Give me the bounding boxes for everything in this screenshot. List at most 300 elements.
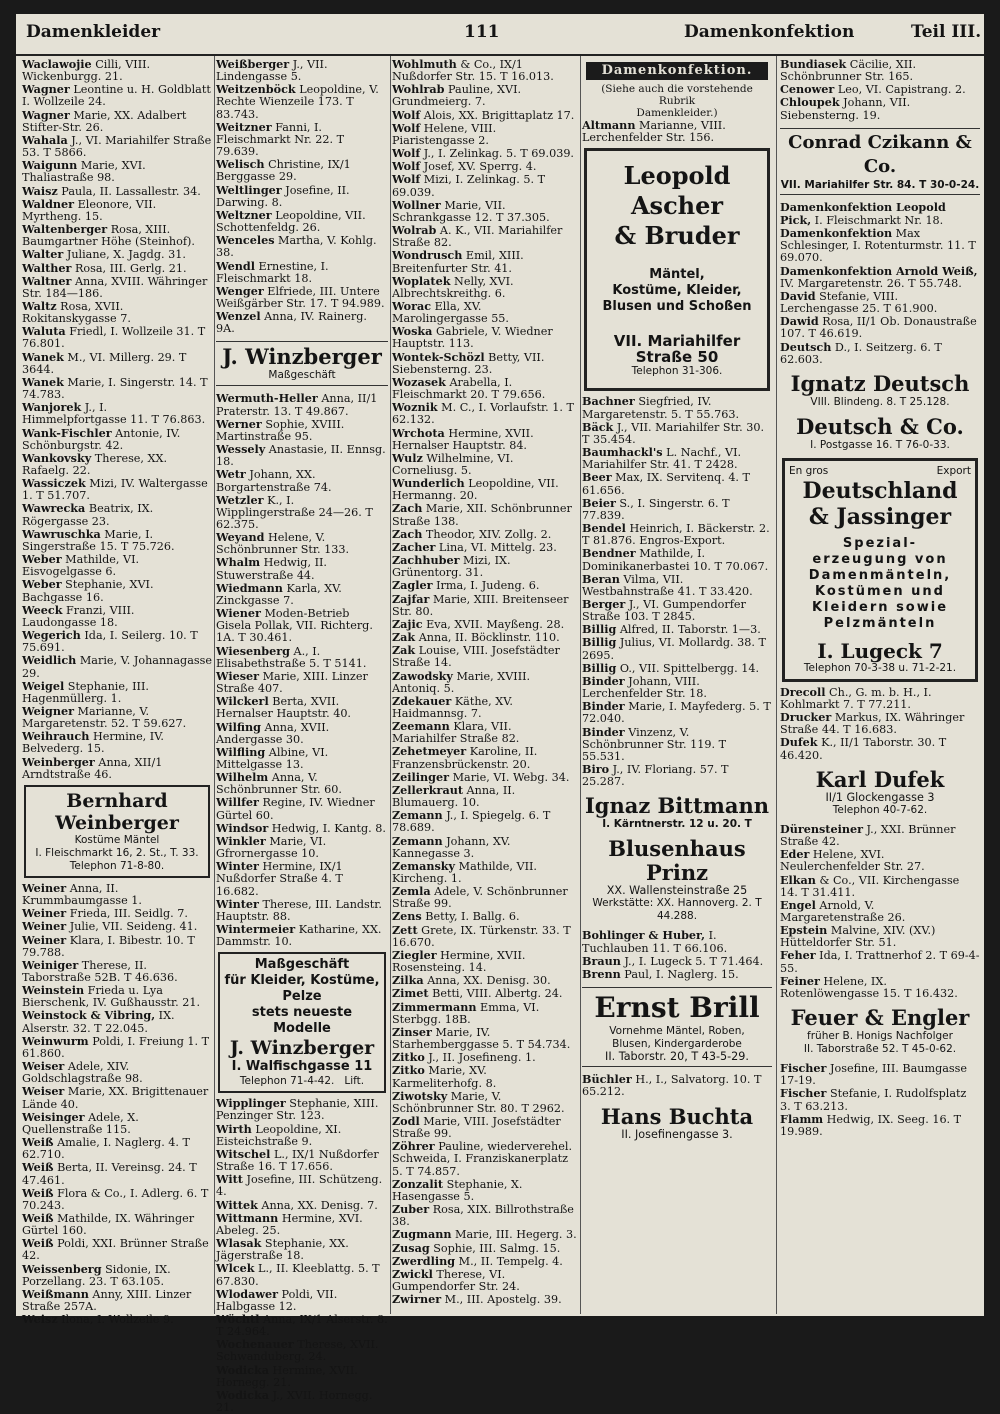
- entry-name: Zöhrer: [392, 1139, 435, 1154]
- entry-details: Leo, VI. Capistrang. 2.: [834, 83, 966, 97]
- entry-list: [780, 686, 980, 762]
- entry-details: Hermine, IX/1 Nußdorfer Straße 4. T 16.682.: [216, 860, 343, 898]
- entry-name: Weitzenböck: [216, 82, 296, 97]
- directory-entry: [216, 695, 388, 720]
- directory-entry: [392, 477, 578, 502]
- directory-entry: [582, 573, 772, 598]
- directory-entry: [582, 763, 772, 788]
- entry-details: Hermine, XVI. Abeleg. 25.: [216, 1211, 363, 1237]
- entry-name: Weiß: [22, 1185, 54, 1200]
- entry-name: Zawodsky: [392, 668, 453, 683]
- directory-entry: [22, 351, 212, 376]
- directory-entry: [780, 58, 980, 83]
- directory-entry: [392, 58, 578, 83]
- entry-details: Marie, I. Singerstraße 15. T 75.726.: [22, 527, 175, 553]
- ad-lift: Lift.: [344, 1075, 365, 1088]
- directory-entry: [780, 874, 980, 899]
- entry-details: J., XXI. Brünner Straße 42.: [780, 822, 956, 849]
- entry-name: Engel: [780, 897, 816, 912]
- ad-name: Bernhard Weinberger: [55, 789, 179, 834]
- entry-details: M. C., I. Vorlaufstr. 1. T 62.132.: [392, 401, 574, 427]
- ad-line: II. Taborstraße 52. T 45-0-62.: [803, 1043, 957, 1056]
- entry-name: Wahala: [22, 132, 68, 147]
- column-rule: [214, 56, 215, 1314]
- entry-name: Wilhelm: [216, 770, 269, 785]
- directory-entry: [216, 1212, 388, 1237]
- entry-details: Marie, XVIII. Antoniq. 5.: [392, 669, 531, 695]
- entry-details: Franzi, VIII. Laudongasse 18.: [22, 603, 135, 629]
- section-note: (Siehe auch die vorstehende Rubrik: [601, 83, 753, 108]
- entry-name: Weiner: [22, 880, 67, 895]
- directory-entry: [22, 401, 212, 426]
- entry-name: Weiß: [22, 1236, 54, 1251]
- directory-entry: [392, 1178, 578, 1203]
- entry-name: Wanek: [22, 374, 64, 389]
- entry-details: Beatrix, IX. Rögergasse 23.: [22, 502, 154, 528]
- directory-entry: [22, 1136, 212, 1161]
- entry-name: Weißberger: [216, 57, 290, 71]
- entry-details: Leopoldine, V. Rechte Wienzeile 173. T 83.743.: [216, 83, 379, 121]
- ad-line: Vornehme Mäntel, Roben,: [609, 1025, 745, 1038]
- entry-name: Billig: [582, 635, 617, 650]
- advertisement: [584, 148, 770, 391]
- entry-details: Klara, I. Bibestr. 10. T 79.788.: [22, 933, 195, 959]
- entry-details: J., XVII. Hornegg. 21.: [216, 1388, 373, 1414]
- directory-entry: [392, 644, 578, 669]
- entry-details: Anna, IX/1 Alserstr. 8. T 24.964.: [216, 1312, 388, 1339]
- entry-name: Wawrecka: [22, 501, 86, 516]
- entry-name: Zimet: [392, 986, 429, 1001]
- directory-entry: [392, 1140, 578, 1177]
- entry-name: Wank-Fischler: [22, 425, 112, 440]
- ad-line: stets neueste Modelle: [251, 1005, 353, 1037]
- directory-entry: [22, 959, 212, 984]
- entry-name: Weinstock & Vibring,: [22, 1008, 156, 1023]
- entry-name: Werner: [216, 416, 262, 431]
- entry-name: David: [780, 288, 816, 303]
- ad-line: VII. Mariahilfer Str. 84. T 30-0-24.: [780, 178, 980, 191]
- entry-name: Zitko: [392, 1063, 425, 1078]
- directory-entry: [216, 209, 388, 234]
- ad-line: Maßgeschäft: [254, 957, 350, 973]
- directory-entry: [780, 341, 980, 366]
- directory-entry: [582, 497, 772, 522]
- directory-entry: [22, 1212, 212, 1237]
- entry-details: M., III. Apostelg. 39.: [441, 1293, 562, 1307]
- section-heading: Damenkonfektion.: [586, 62, 768, 80]
- entry-details: Anastasie, II. Ennsg. 18.: [216, 443, 386, 469]
- header-part: Teil III.: [911, 22, 982, 42]
- column-1: [22, 57, 212, 1327]
- entry-name: Waclawojie: [22, 57, 92, 71]
- entry-name: Wittmann: [216, 1210, 279, 1225]
- ad-name: J. Winzberger: [222, 344, 382, 370]
- entry-name: Zodl: [392, 1113, 420, 1128]
- entry-list: [22, 58, 212, 781]
- entry-name: Weigel: [22, 678, 65, 693]
- entry-details: Arnold, V. Margaretenstraße 26.: [780, 898, 906, 924]
- directory-entry: [216, 1364, 388, 1389]
- entry-details: Eva, XVII. Mayßeng. 28.: [422, 617, 565, 631]
- entry-details: O., VII. Spittelbergg. 14.: [616, 661, 760, 675]
- directory-entry: [392, 1203, 578, 1228]
- entry-details: Siegfried, IV. Margaretenstr. 5. T 55.763.: [582, 395, 740, 421]
- directory-entry: [392, 249, 578, 274]
- entry-details: Therese, VI. Gumpendorfer Str. 24.: [392, 1267, 520, 1293]
- entry-name: Epstein: [780, 923, 828, 938]
- entry-name: Zuber: [392, 1202, 430, 1217]
- entry-name: Binder: [582, 724, 625, 739]
- entry-name: Weinstein: [22, 983, 85, 998]
- entry-name: Zonzalit: [392, 1176, 444, 1191]
- entry-details: Leopoldine, VII. Hermanng. 20.: [392, 477, 559, 503]
- directory-entry: [392, 199, 578, 224]
- directory-entry: [582, 446, 772, 471]
- directory-entry: [392, 376, 578, 401]
- entry-name: Weiß: [22, 1135, 54, 1150]
- entry-name: Beier: [582, 495, 616, 510]
- entry-details: & Co., VII. Kirchengasse 14. T 31.411.: [780, 873, 960, 899]
- directory-entry: [582, 522, 772, 547]
- entry-list: [216, 1097, 388, 1414]
- ad-line: VIII. Blindeng. 8. T 25.128.: [810, 395, 950, 408]
- entry-name: Wirth: [216, 1121, 252, 1136]
- entry-list: [392, 58, 578, 1306]
- entry-name: Wintermeier: [216, 922, 296, 936]
- entry-name: Wohlrab: [392, 82, 445, 97]
- header-right: Damenkonfektion: [684, 22, 855, 42]
- entry-name: Beer: [582, 470, 612, 485]
- entry-name: Wrchota: [392, 425, 445, 440]
- directory-entry: [216, 1173, 388, 1198]
- ad-line: II. Josefinengasse 3.: [621, 1127, 733, 1141]
- entry-details: Mathilde, I. Dominikanerbastei 10. T 70.067.: [582, 547, 769, 573]
- entry-name: Zitko: [392, 1050, 425, 1065]
- entry-details: Anna, II. Böcklinstr. 110.: [415, 631, 560, 645]
- entry-details: Anna, II. Blumauerg. 10.: [392, 783, 516, 810]
- entry-name: Berger: [582, 596, 626, 611]
- directory-entry: [22, 1187, 212, 1212]
- entry-name: Wetzler: [216, 492, 264, 507]
- entry-name: Weitzner: [216, 119, 272, 134]
- entry-details: Hermine, XVII. Hornegg. 21.: [216, 1363, 358, 1389]
- entry-details: Adele, V. Schönbrunner Straße 99.: [392, 885, 568, 911]
- entry-details: J., VII. Lindengasse 5.: [216, 58, 328, 84]
- entry-name: Zachhuber: [392, 553, 460, 568]
- ad-top-row: [789, 465, 971, 478]
- entry-name: Beran: [582, 571, 620, 586]
- directory-entry: [22, 654, 212, 679]
- entry-name: Weissenberg: [22, 1261, 102, 1276]
- ad-name: Deutschland: [802, 477, 958, 504]
- ad-line: II. Taborstr. 20, T 43-5-29.: [605, 1050, 749, 1064]
- ad-line: Damenmänteln,: [808, 567, 952, 583]
- entry-list: [582, 119, 772, 144]
- entry-name: Wiener: [216, 606, 261, 621]
- entry-details: Ella, XV. Marolingergasse 55.: [392, 299, 509, 326]
- entry-details: Alfred, II. Taborstr. 1—3.: [616, 623, 761, 637]
- directory-entry: [22, 1313, 212, 1326]
- directory-entry: [780, 686, 980, 711]
- entry-details: Hedwig, I. Kantg. 8.: [268, 821, 386, 835]
- entry-details: Anna, II/1 Praterstr. 13. T 49.867.: [216, 392, 378, 418]
- directory-entry: [582, 598, 772, 623]
- entry-name: Wozasek: [392, 374, 446, 389]
- entry-details: K., II/1 Taborstr. 30. T 46.420.: [780, 736, 947, 762]
- entry-details: K., I. Wipplingerstraße 24—26. T 62.375.: [216, 493, 373, 531]
- entry-name: Zach: [392, 526, 423, 541]
- directory-entry: [216, 1262, 388, 1287]
- entry-details: Louise, VIII. Josefstädter Straße 14.: [392, 644, 560, 670]
- directory-entry: [216, 645, 388, 670]
- entry-details: & Co., IX/1 Nußdorfer Str. 15. T 16.013.: [392, 58, 554, 84]
- directory-entry: [22, 325, 212, 350]
- advertisement: [582, 837, 772, 923]
- directory-entry: [216, 260, 388, 285]
- column-rule: [580, 56, 581, 1314]
- entry-details: Marie, XX. Adalbert Stifter-Str. 26.: [22, 108, 187, 134]
- entry-details: Julie, VII. Seideng. 41.: [66, 920, 198, 934]
- ad-name: & Jassinger: [808, 503, 952, 530]
- directory-entry: [780, 899, 980, 924]
- entry-details: J., VI. Mariahilfer Straße 53. T 5866.: [22, 133, 212, 160]
- section-note: Damenkleider.): [636, 107, 718, 120]
- entry-name: Whalm: [216, 555, 261, 570]
- entry-name: Wittek: [216, 1197, 258, 1212]
- directory-entry: [392, 1115, 578, 1140]
- entry-details: Rosa, XIX. Billrothstraße 38.: [392, 1203, 574, 1229]
- entry-details: Amalie, I. Naglerg. 4. T 62.710.: [22, 1136, 190, 1162]
- entry-name: Weidlich: [22, 653, 77, 668]
- entry-name: Weiner: [22, 919, 67, 934]
- ad-line: Kostüme, Kleider,: [612, 283, 742, 299]
- directory-entry: [22, 756, 212, 781]
- ad-line: Kostümen und: [815, 583, 945, 599]
- entry-name: Zinser: [392, 1024, 432, 1039]
- directory-entry: [216, 531, 388, 556]
- entry-name: Zak: [392, 630, 416, 645]
- entry-name: Zeilinger: [392, 769, 450, 784]
- entry-name: Walther: [22, 260, 72, 275]
- directory-entry: [392, 809, 578, 834]
- directory-entry: [582, 636, 772, 661]
- entry-details: Marianne, VIII. Lerchenfelder Str. 156.: [582, 119, 726, 145]
- directory-entry: [392, 83, 578, 108]
- entry-details: L. Nachf., VI. Mariahilfer Str. 41. T 2428.: [582, 446, 742, 472]
- directory-entry: [22, 604, 212, 629]
- entry-name: Weiß: [22, 1210, 54, 1225]
- directory-entry: [216, 1097, 388, 1122]
- entry-name: Zett: [392, 922, 418, 937]
- entry-name: Winkler: [216, 833, 266, 848]
- directory-entry: [392, 835, 578, 860]
- entry-name: Flamm: [780, 1111, 824, 1126]
- ad-line: Spezial-: [842, 535, 918, 551]
- entry-details: Mizi, IV. Waltergasse 1. T 51.707.: [22, 477, 208, 503]
- entry-details: Katharine, XX. Dammstr. 10.: [216, 923, 382, 949]
- entry-list: [780, 1062, 980, 1138]
- entry-name: Zwickl: [392, 1266, 433, 1281]
- ad-line: I. Walfischgasse 11: [231, 1059, 373, 1075]
- directory-entry: [216, 184, 388, 209]
- ad-line: En gros: [789, 464, 829, 477]
- entry-details: S., I. Singerstr. 6. T 77.839.: [582, 496, 730, 522]
- entry-details: Marianne, V. Margaretenstr. 52. T 59.627.: [22, 704, 187, 731]
- directory-entry: [22, 1288, 212, 1313]
- ad-line: VII. Mariahilfer Straße 50: [613, 332, 741, 367]
- directory-entry: [22, 198, 212, 223]
- directory-entry: [392, 452, 578, 477]
- entry-name: Wodicka: [216, 1362, 269, 1377]
- directory-entry: [392, 631, 578, 644]
- directory-entry: [392, 670, 578, 695]
- directory-entry: [216, 285, 388, 310]
- directory-entry: [216, 1313, 388, 1338]
- entry-name: Zach: [392, 501, 423, 516]
- entry-name: Waldner: [22, 196, 75, 211]
- entry-name: Wolf: [392, 120, 421, 135]
- entry-name: Walter: [22, 247, 64, 262]
- entry-details: Lina, VI. Mittelg. 23.: [435, 540, 557, 554]
- entry-name: Brenn: [582, 966, 621, 981]
- directory-entry: [22, 1111, 212, 1136]
- directory-entry: [392, 745, 578, 770]
- entry-name: Weiniger: [22, 957, 79, 972]
- entry-details: M., II. Tempelg. 4.: [455, 1254, 563, 1268]
- entry-list: [22, 882, 212, 1326]
- directory-entry: [22, 934, 212, 959]
- ad-line: Kostüme Mäntel: [74, 833, 160, 846]
- advertisement: [582, 794, 772, 831]
- advertisement: [780, 372, 980, 409]
- directory-entry: [582, 471, 772, 496]
- directory-entry: [216, 234, 388, 259]
- entry-name: Wlcek: [216, 1261, 255, 1276]
- entry-name: Weeck: [22, 602, 63, 617]
- entry-name: Biro: [582, 762, 610, 776]
- entry-name: Wilfing: [216, 719, 261, 734]
- entry-name: Weigner: [22, 703, 74, 718]
- directory-entry: [780, 949, 980, 974]
- entry-name: Wolf: [392, 159, 421, 174]
- entry-name: Wenzel: [216, 309, 261, 324]
- entry-name: Zemla: [392, 884, 431, 899]
- entry-name: Eder: [780, 847, 810, 862]
- entry-details: Mizi, I. Zelinkag. 5. T 69.039.: [392, 173, 546, 199]
- entry-name: Wontek-Schözl: [392, 349, 485, 364]
- directory-entry: [392, 1001, 578, 1026]
- entry-details: Moden-Betrieb Gisela Pollak, VII. Richterg. 1A. T 30.461.: [216, 607, 373, 645]
- directory-entry: [216, 443, 388, 468]
- directory-entry: [216, 494, 388, 531]
- entry-details: Johann, XX. Borgartenstraße 74.: [216, 468, 332, 494]
- directory-entry: [216, 418, 388, 443]
- entry-details: Stephanie, XX. Jägerstraße 18.: [216, 1237, 349, 1263]
- entry-details: Cilli, VIII. Wickenburgg. 21.: [22, 58, 151, 84]
- entry-details: Emil, XIII. Breitenfurter Str. 41.: [392, 249, 524, 275]
- entry-details: Marie, V. Johannagasse 29.: [22, 654, 212, 680]
- entry-details: Hedwig, II. Stuwerstraße 44.: [216, 556, 327, 582]
- entry-name: Wollner: [392, 197, 441, 212]
- entry-name: Braun: [582, 953, 621, 968]
- entry-name: Wenger: [216, 283, 264, 298]
- directory-entry: [392, 695, 578, 720]
- ad-name: & Bruder: [614, 221, 740, 251]
- entry-details: Betti, VIII. Albertg. 24.: [428, 987, 563, 1001]
- entry-details: Marie, XII. Schönbrunner Straße 138.: [392, 502, 572, 528]
- entry-details: Marie, VIII. Josefstädter Straße 99.: [392, 1114, 561, 1141]
- directory-entry: [216, 158, 388, 183]
- entry-details: J., I. Lugeck 5. T 71.464.: [620, 954, 764, 968]
- directory-entry: [22, 1237, 212, 1262]
- entry-name: Billig: [582, 660, 617, 675]
- entry-details: Juliane, X. Jagdg. 31.: [63, 248, 186, 262]
- entry-details: Rosa, XIII. Baumgartner Höhe (Steinhof).: [22, 223, 195, 249]
- ad-line: [222, 1075, 382, 1088]
- entry-name: Waluta: [22, 324, 66, 339]
- directory-entry: [22, 730, 212, 755]
- advertisement: [780, 1006, 980, 1056]
- entry-details: Sophie, III. Salmg. 15.: [429, 1241, 561, 1255]
- entry-name: Weber: [22, 577, 62, 592]
- column-2: [216, 57, 388, 1414]
- entry-name: Woplatek: [392, 273, 451, 288]
- directory-entry: [392, 618, 578, 631]
- entry-name: Weißmann: [22, 1286, 89, 1301]
- entry-details: Friedl, I. Wollzeile 31. T 76.801.: [22, 325, 206, 351]
- entry-details: Betty, VII. Siebensterng. 23.: [392, 350, 545, 376]
- directory-entry: [392, 427, 578, 452]
- entry-details: Mizi, IX. Grünentorg. 31.: [392, 554, 511, 580]
- entry-details: Fanni, I. Fleischmarkt Nr. 22. T 79.639.: [216, 120, 345, 159]
- directory-entry: [780, 924, 980, 949]
- entry-name: Bohlinger & Huber,: [582, 928, 706, 943]
- directory-entry: [216, 58, 388, 83]
- directory-entry: [392, 1026, 578, 1051]
- entry-details: Mathilde, IX. Währinger Gürtel 160.: [22, 1211, 195, 1238]
- directory-entry: [582, 119, 772, 144]
- entry-name: Zwirner: [392, 1292, 442, 1307]
- entry-name: Büchler: [582, 1072, 632, 1087]
- entry-details: Helene, IX. Rotenlöwengasse 15. T 16.432.: [780, 974, 958, 1000]
- ad-line: Pelzmänteln: [823, 615, 937, 631]
- directory-entry: [216, 746, 388, 771]
- ad-line: I. Fleischmarkt 16, 2. St., T. 33.: [35, 846, 199, 859]
- ad-name: Karl Dufek: [815, 766, 945, 792]
- entry-details: Pauline, XVI. Grundmeierg. 7.: [392, 83, 522, 109]
- directory-entry: [392, 1268, 578, 1293]
- entry-details: Emma, VI. Sterbgg. 18B.: [392, 1000, 540, 1026]
- directory-entry: [216, 607, 388, 644]
- entry-name: Damenkonfektion Leopold Pick,: [780, 199, 946, 227]
- entry-name: Wiedmann: [216, 580, 283, 595]
- entry-details: A. K., VII. Mariahilfer Straße 82.: [392, 224, 563, 250]
- ad-name: Conrad Czikann & Co.: [788, 131, 972, 177]
- entry-details: Max Schlesinger, I. Rotenturmstr. 11. T 69.070.: [780, 227, 976, 265]
- entry-name: Wegerich: [22, 628, 81, 643]
- directory-entry: [22, 1035, 212, 1060]
- entry-details: Josefine, III. Schützeng. 4.: [216, 1173, 383, 1199]
- directory-entry: [582, 675, 772, 700]
- entry-name: Dufek: [780, 735, 818, 750]
- entry-name: Wetr: [216, 467, 246, 482]
- entry-details: Anny, XIII. Linzer Straße 257A.: [22, 1287, 192, 1314]
- directory-entry: [392, 885, 578, 910]
- entry-name: Wessely: [216, 442, 266, 457]
- entry-list: [780, 201, 980, 366]
- entry-name: Witt: [216, 1172, 243, 1187]
- entry-name: Baumhackl's: [582, 445, 663, 460]
